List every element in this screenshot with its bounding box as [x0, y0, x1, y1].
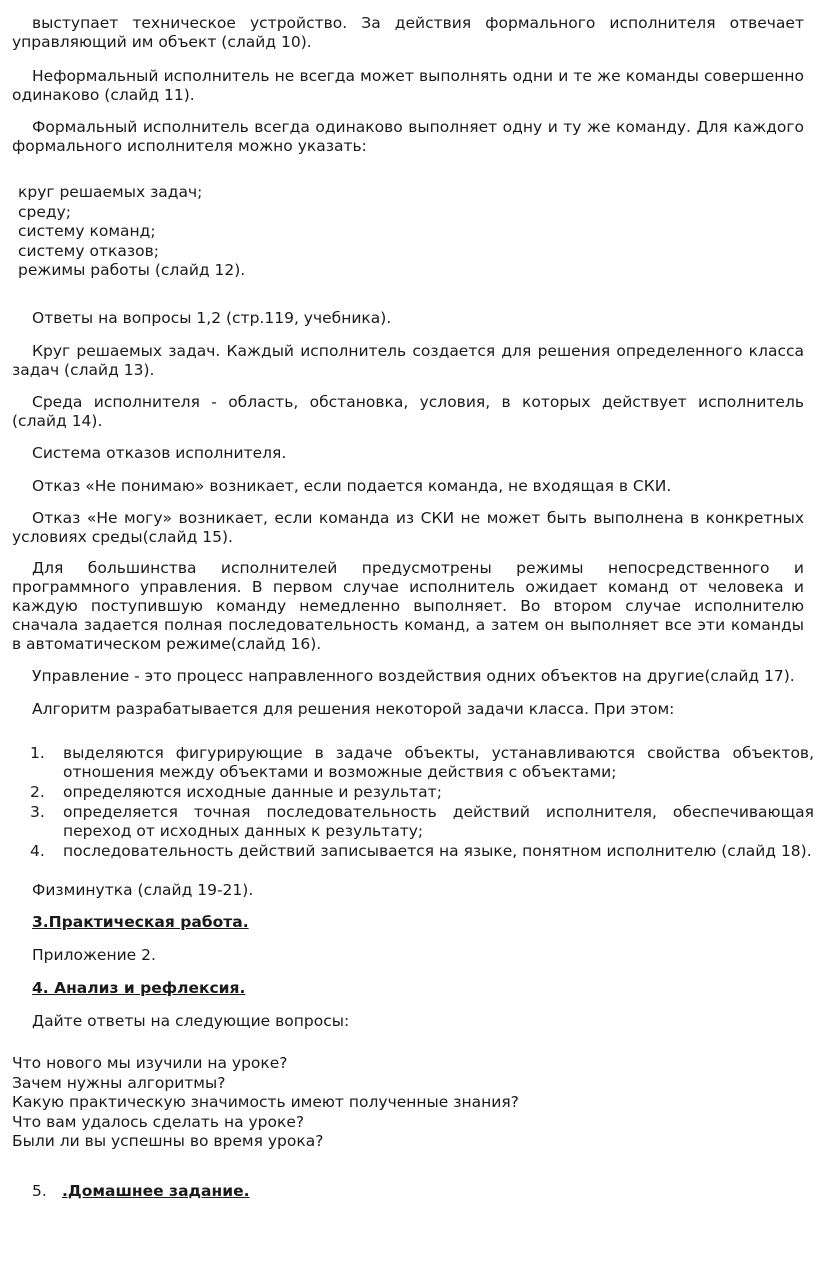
list-item: 4. последовательность действий записывается на языке, понятном исполнителю (слайд 18). — [30, 842, 812, 860]
heading-analysis-reflection: 4. Анализ и рефлексия. — [32, 979, 246, 997]
paragraph-exercise-break: Физминутка (слайд 19-21). — [32, 881, 254, 899]
paragraph-answers: Ответы на вопросы 1,2 (стр.119, учебника). — [32, 309, 392, 327]
paragraph-control-definition: Управление - это процесс направленного воздействия одних объектов на другие(слайд 17). — [32, 667, 795, 685]
paragraph-questions-intro: Дайте ответы на следующие вопросы: — [32, 1012, 350, 1030]
paragraph-failure-cannot: Отказ «Не могу» возникает, если команда из СКИ не может быть выполнена в конкретных условиях среды(слайд 15). — [12, 509, 804, 546]
executor-properties-list — [18, 183, 245, 281]
paragraph-failure-dont-understand: Отказ «Не понимаю» возникает, если подается команда, не входящая в СКИ. — [32, 477, 672, 495]
paragraph-informal-executor: Неформальный исполнитель не всегда может выполнять одни и те же команды совершенно одинаково (слайд 11). — [12, 67, 804, 104]
list-item: 3. определяется точная последовательность действий исполнителя, обеспечивающая переход от исходных данных к результату; — [30, 803, 814, 840]
paragraph-formal-executor-specs: Формальный исполнитель всегда одинаково выполняет одну и ту же команду. Для каждого формального исполнителя можно указать: — [12, 118, 804, 155]
heading-homework: .Домашнее задание. — [62, 1182, 250, 1200]
list-item: 2. определяются исходные данные и результат; — [30, 783, 442, 801]
list-item: 1. выделяются фигурирующие в задаче объекты, устанавливаются свойства объектов, отношения между объектами и возможные действия с объектами; — [30, 744, 814, 781]
list-item: круг решаемых задач; — [18, 183, 203, 201]
paragraph-formal-executor-device: выступает техническое устройство. За действия формального исполнителя отвечает управляющий им объект (слайд 10). — [12, 14, 804, 51]
reflection-questions-list — [12, 1054, 519, 1152]
list-item: режимы работы (слайд 12). — [18, 261, 246, 279]
paragraph-task-range: Круг решаемых задач. Каждый исполнитель создается для решения определенного класса задач (слайд 13). — [12, 342, 804, 379]
list-item: среду; — [18, 202, 72, 221]
list-item: Что нового мы изучили на уроке? — [12, 1054, 288, 1072]
paragraph-control-modes: Для большинства исполнителей предусмотрены режимы непосредственного и программного управления. В первом случае исполнитель ожидает команд от человека и каждую поступившую команду немедленно выполняет. Во втором случае исполнителю сначала задается полная последовательность команд, а затем он выполняет все эти команды в автоматическом режиме(слайд 16). — [12, 559, 804, 653]
paragraph-environment: Среда исполнителя - область, обстановка, условия, в которых действует исполнитель (слайд 14). — [12, 393, 804, 430]
paragraph-appendix: Приложение 2. — [32, 946, 156, 964]
heading-practical-work: 3.Практическая работа. — [32, 913, 249, 931]
algorithm-steps-list — [30, 744, 814, 862]
paragraph-algorithm: Алгоритм разрабатывается для решения некоторой задачи класса. При этом: — [32, 700, 675, 718]
list-item: Были ли вы успешны во время урока? — [12, 1132, 324, 1150]
list-item: Что вам удалось сделать на уроке? — [12, 1112, 305, 1131]
paragraph-failure-system: Система отказов исполнителя. — [32, 444, 287, 462]
heading-homework-number: 5. — [32, 1182, 47, 1200]
list-item: Какую практическую значимость имеют полученные знания? — [12, 1093, 519, 1111]
list-item: систему отказов; — [18, 241, 159, 260]
list-item: Зачем нужны алгоритмы? — [12, 1073, 226, 1092]
list-item: систему команд; — [18, 222, 156, 240]
